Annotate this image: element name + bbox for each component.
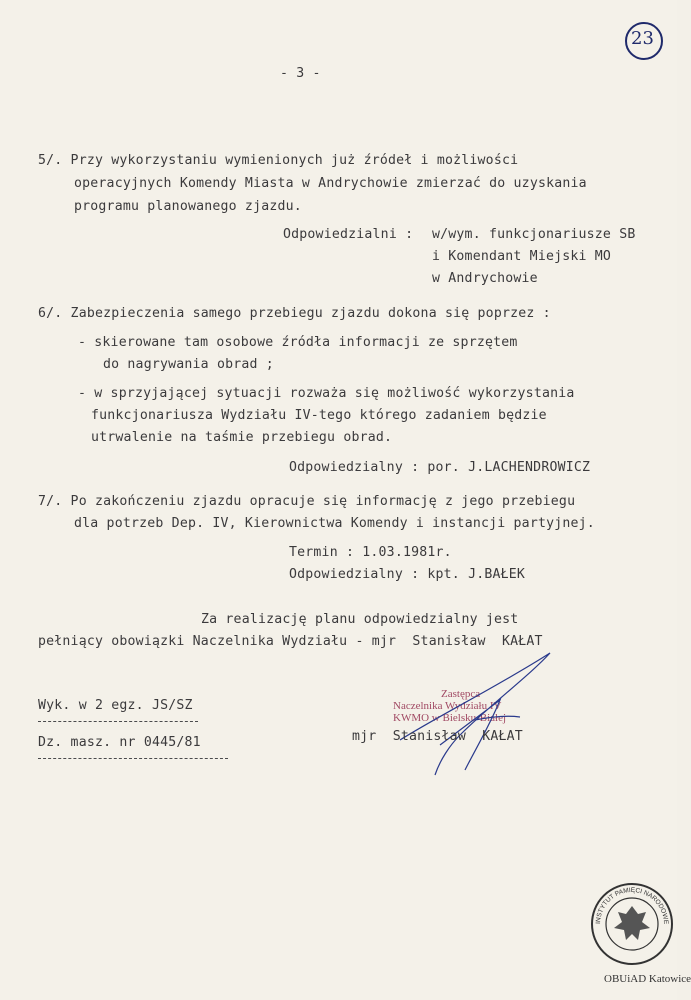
closing-line-1: Za realizację planu odpowiedzialny jest [201,612,519,627]
divider [38,721,198,722]
item7-resp: Odpowiedzialny : kpt. J.BAŁEK [289,567,526,582]
item6-bullet1-line2: do nagrywania obrad ; [103,357,274,372]
item6-intro: 6/. Zabezpieczenia samego przebiegu zjazdu dokona się poprzez : [38,306,551,321]
registry-number: Dz. masz. nr 0445/81 [38,735,201,750]
item5-line-1: 5/. Przy wykorzystaniu wymienionych już źródeł i możliwości [38,153,519,168]
page-header: - 3 - [280,66,321,81]
ipn-seal-icon [590,882,674,966]
item7-deadline: Termin : 1.03.1981r. [289,545,452,560]
stamp-line-2: Naczelnika Wydziału IV [393,700,502,712]
archive-label: OBUiAD Katowice [604,973,691,985]
item5-resp-3: w Andrychowie [432,271,538,286]
closing-line-2: pełniący obowiązki Naczelnika Wydziału - mjr Stanisław KAŁAT [38,634,543,649]
item6-bullet2-line1: - w sprzyjającej sytuacji rozważa się możliwość wykorzystania [78,386,575,401]
handwritten-signature [380,645,560,785]
item5-resp-1: w/wym. funkcjonariusze SB [432,227,636,242]
item6-bullet2-line2: funkcjonariusza Wydziału IV-tego którego zadaniem będzie [91,408,547,423]
stamp-line-1: Zastępca [441,688,481,700]
copies-note: Wyk. w 2 egz. JS/SZ [38,698,193,713]
item7-line-2: dla potrzeb Dep. IV, Kierownictwa Komendy i instancji partyjnej. [74,516,595,531]
handwritten-page-number: 23 [631,28,654,49]
item6-bullet2-line3: utrwalenie na taśmie przebiegu obrad. [91,430,393,445]
seal-text: INSTYTUT PAMIĘCI NARODOWE [594,886,670,925]
divider [38,758,228,759]
item5-line-3: programu planowanego zjazdu. [74,199,302,214]
signature-name: mjr Stanisław KAŁAT [352,729,523,744]
item5-resp-label: Odpowiedzialni : [283,227,414,242]
item6-resp: Odpowiedzialny : por. J.LACHENDROWICZ [289,460,591,475]
item5-line-2: operacyjnych Komendy Miasta w Andrychowie zmierzać do uzyskania [74,176,587,191]
item7-line-1: 7/. Po zakończeniu zjazdu opracuje się informację z jego przebiegu [38,494,576,509]
item6-bullet1-line1: - skierowane tam osobowe źródła informacji ze sprzętem [78,335,518,350]
item5-resp-2: i Komendant Miejski MO [432,249,612,264]
stamp-line-3: KWMO w Bielsku-Białej [393,712,507,724]
